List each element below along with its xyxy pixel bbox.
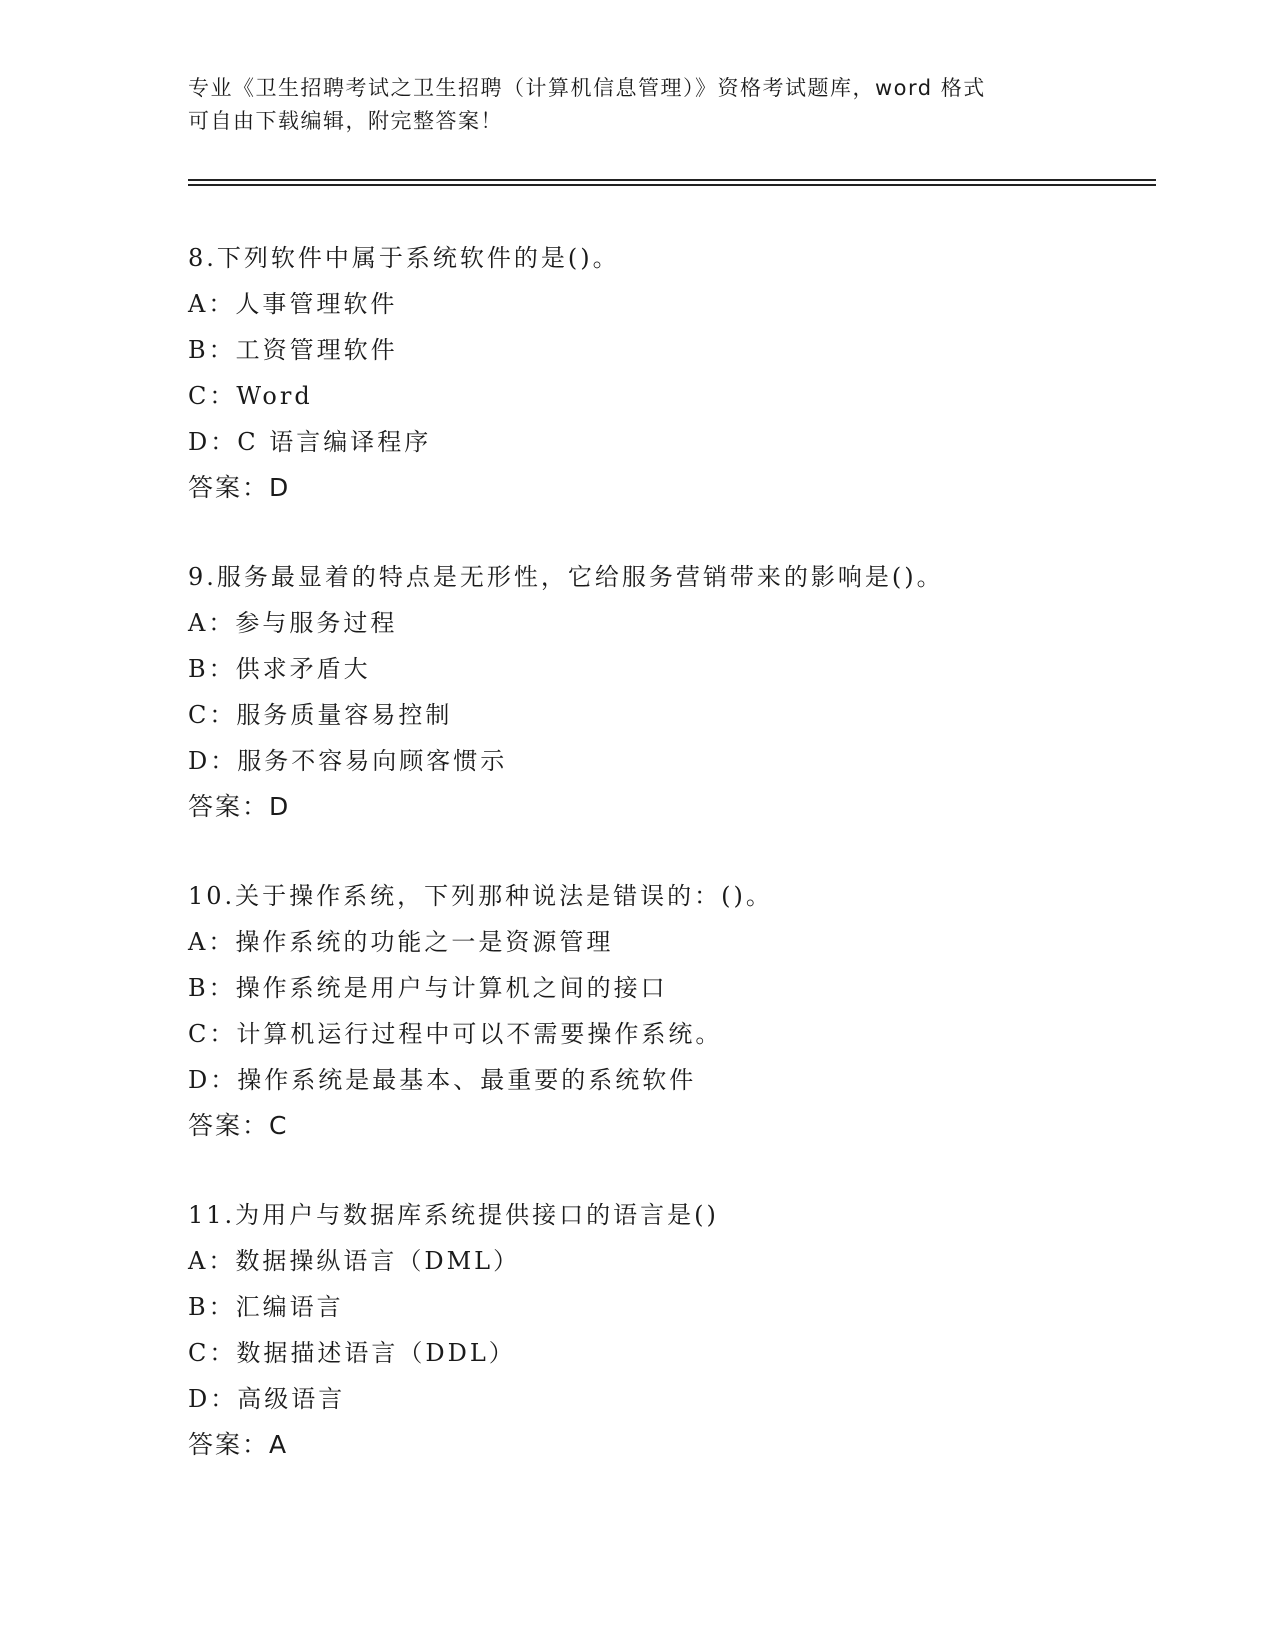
- question-stem: 9.服务最显着的特点是无形性，它给服务营销带来的影响是()。: [188, 563, 944, 591]
- option-d: D：操作系统是最基本、最重要的系统软件: [188, 1066, 697, 1094]
- answer-line: 答案：D: [188, 792, 291, 821]
- question-stem: 10.关于操作系统，下列那种说法是错误的：()。: [188, 882, 773, 910]
- header-line-2: 可自由下载编辑，附完整答案！: [188, 109, 503, 133]
- question-stem: 11.为用户与数据库系统提供接口的语言是(): [188, 1201, 719, 1229]
- question-block: [188, 235, 1148, 511]
- option-a: A：人事管理软件: [188, 290, 398, 318]
- header-divider-bottom: [188, 184, 1156, 186]
- option-b: B：汇编语言: [188, 1293, 344, 1321]
- option-b: B：供求矛盾大: [188, 655, 371, 683]
- option-d: D：高级语言: [188, 1385, 346, 1413]
- option-a: A：操作系统的功能之一是资源管理: [188, 928, 614, 956]
- question-block: [188, 554, 1148, 830]
- option-c: C：服务质量容易控制: [188, 701, 453, 729]
- answer-line: 答案：C: [188, 1111, 289, 1140]
- question-stem: 8.下列软件中属于系统软件的是()。: [188, 244, 620, 272]
- option-c: C：计算机运行过程中可以不需要操作系统。: [188, 1020, 723, 1048]
- option-c: C：数据描述语言（DDL）: [188, 1339, 516, 1367]
- header-line-1: 专业《卫生招聘考试之卫生招聘（计算机信息管理）》资格考试题库，word 格式: [188, 76, 986, 100]
- question-block: [188, 1192, 1148, 1468]
- answer-line: 答案：A: [188, 1430, 289, 1459]
- option-d: D：服务不容易向顾客惯示: [188, 747, 508, 775]
- question-block: [188, 873, 1148, 1149]
- option-a: A：参与服务过程: [188, 609, 398, 637]
- option-c: C：Word: [188, 382, 313, 410]
- option-b: B：操作系统是用户与计算机之间的接口: [188, 974, 668, 1002]
- answer-line: 答案：D: [188, 473, 291, 502]
- document-header: [188, 72, 1088, 138]
- header-divider-top: [188, 179, 1156, 181]
- option-a: A：数据操纵语言（DML）: [188, 1247, 521, 1275]
- option-b: B：工资管理软件: [188, 336, 398, 364]
- option-d: D：C 语言编译程序: [188, 428, 432, 456]
